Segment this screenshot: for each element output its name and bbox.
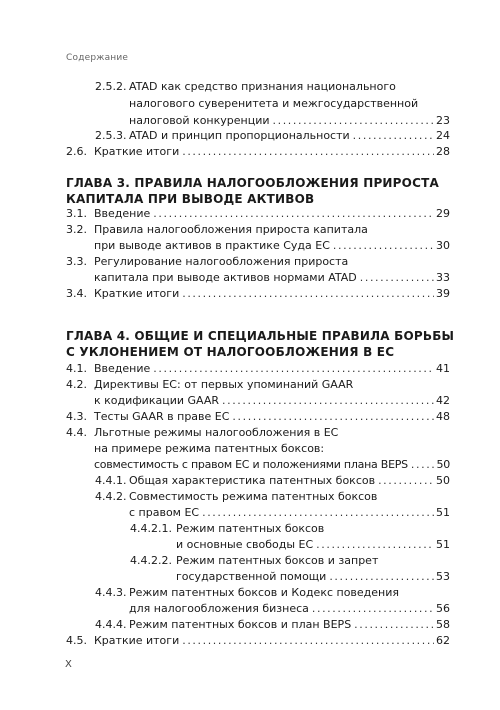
toc-page-number: 24 <box>436 129 450 142</box>
toc-page-number: 48 <box>436 410 450 423</box>
toc-number: 3.1. <box>66 207 87 220</box>
toc-text: Директивы ЕС: от первых упоминаний GAAR <box>94 378 354 391</box>
toc-number: 4.4.1. <box>95 474 127 487</box>
toc-entry-3-2[interactable] <box>66 222 450 238</box>
toc-text: с правом ЕС <box>129 506 200 519</box>
toc-number: 4.5. <box>66 634 87 647</box>
toc-text: Введение <box>94 362 151 375</box>
toc-number: 4.4. <box>66 426 87 439</box>
toc-number: 4.3. <box>66 410 87 423</box>
toc-entry-3-1[interactable] <box>66 206 450 222</box>
toc-text: ATAD как средство признания национального <box>129 80 396 93</box>
toc-entry-3-2-cont <box>94 238 450 254</box>
toc-entry-4-1[interactable] <box>66 361 450 377</box>
toc-number: 4.4.3. <box>95 586 127 599</box>
toc-page-number: 33 <box>436 271 450 284</box>
chapter-title-line: ГЛАВА 3. ПРАВИЛА НАЛОГООБЛОЖЕНИЯ ПРИРОСТА <box>66 176 439 190</box>
toc-text: Общая характеристика патентных боксов <box>129 474 376 487</box>
leader-dots <box>312 601 434 617</box>
toc-entry-3-3[interactable] <box>66 254 450 270</box>
leader-dots <box>353 128 434 144</box>
toc-text: Режим патентных боксов и план BEPS <box>129 618 352 631</box>
toc-page-number: 51 <box>436 506 450 519</box>
toc-entry-4-4-2-2-cont <box>176 569 450 585</box>
leader-dots <box>329 569 434 585</box>
toc-number: 3.4. <box>66 287 87 300</box>
leader-dots <box>153 206 434 222</box>
toc-text: Введение <box>94 207 151 220</box>
leader-dots <box>316 537 434 553</box>
chapter-title-line: ГЛАВА 4. ОБЩИЕ И СПЕЦИАЛЬНЫЕ ПРАВИЛА БОРЬБЫ <box>66 329 455 343</box>
toc-entry-2-6[interactable] <box>66 144 450 160</box>
toc-text: и основные свободы ЕС <box>176 538 314 551</box>
toc-entry-4-2-cont <box>94 393 450 409</box>
toc-text: при выводе активов в практике Суда ЕС <box>94 239 330 252</box>
toc-page-number: 23 <box>436 114 450 127</box>
toc-text: налоговой конкуренции <box>129 114 270 127</box>
leader-dots <box>378 473 434 489</box>
toc-entry-4-3[interactable] <box>66 409 450 425</box>
toc-number: 2.5.3. <box>95 129 127 142</box>
toc-entry-2-5-2-cont <box>129 113 450 129</box>
toc-entry-4-5[interactable] <box>66 633 450 649</box>
toc-entry-4-4-cont <box>94 441 450 457</box>
toc-text: Режим патентных боксов и Кодекс поведения <box>129 586 400 599</box>
toc-number: 2.6. <box>66 145 87 158</box>
toc-number: 4.4.4. <box>95 618 127 631</box>
toc-text: совместимость с правом ЕС и положениями плана BEPS <box>94 458 408 471</box>
toc-entry-4-4-2-cont <box>129 505 450 521</box>
chapter-title-line: С УКЛОНЕНИЕМ ОТ НАЛОГООБЛОЖЕНИЯ В ЕС <box>66 345 395 359</box>
toc-text: Тесты GAAR в праве ЕС <box>94 410 230 423</box>
toc-page-number: 62 <box>436 634 450 647</box>
leader-dots <box>360 270 434 286</box>
toc-entry-4-4-3-cont <box>129 601 450 617</box>
toc-page-number: 53 <box>436 570 450 583</box>
toc-number: 4.4.2. <box>95 490 127 503</box>
toc-entry-4-4-3[interactable] <box>95 585 450 601</box>
chapter-3-title[interactable] <box>66 175 446 207</box>
toc-entry-4-4[interactable] <box>66 425 450 441</box>
toc-text: для налогообложения бизнеса <box>129 602 309 615</box>
page-number: X <box>65 659 72 670</box>
toc-number: 4.1. <box>66 362 87 375</box>
toc-entry-4-4-2-1[interactable] <box>130 521 450 537</box>
toc-page-number: 28 <box>436 145 450 158</box>
toc-number: 2.5.2. <box>95 80 127 93</box>
toc-text: Краткие итоги <box>94 634 180 647</box>
toc-text: Режим патентных боксов <box>176 522 325 535</box>
leader-dots <box>232 409 434 425</box>
toc-entry-4-4-2-2[interactable] <box>130 553 450 569</box>
toc-page-number: 56 <box>436 602 450 615</box>
toc-page-number: 39 <box>436 287 450 300</box>
leader-dots <box>273 113 434 129</box>
toc-text: к кодификации GAAR <box>94 394 220 407</box>
toc-text: Краткие итоги <box>94 287 180 300</box>
toc-entry-4-4-1[interactable] <box>95 473 450 489</box>
leader-dots <box>182 144 434 160</box>
toc-text: Регулирование налогообложения прироста <box>94 255 349 268</box>
toc-entry-2-5-2[interactable] <box>95 79 450 95</box>
chapter-4-title[interactable] <box>66 328 455 360</box>
toc-text: Льготные режимы налогообложения в ЕС <box>94 426 339 439</box>
toc-page-number: 29 <box>436 207 450 220</box>
toc-text: налогового суверенитета и межгосударственной <box>129 97 419 110</box>
toc-text: ATAD и принцип пропорциональности <box>129 129 350 142</box>
toc-page-number: 41 <box>436 362 450 375</box>
toc-entry-4-2[interactable] <box>66 377 450 393</box>
toc-entry-4-4-2-1-cont <box>176 537 450 553</box>
toc-entry-4-4-cont <box>94 457 450 473</box>
toc-page-number: 58 <box>436 618 450 631</box>
toc-number: 4.4.2.2. <box>130 554 172 567</box>
toc-entry-3-4[interactable] <box>66 286 450 302</box>
toc-page-number: 50 <box>436 458 450 471</box>
leader-dots <box>411 457 435 473</box>
toc-text: на примере режима патентных боксов: <box>94 442 325 455</box>
chapter-title-line: КАПИТАЛА ПРИ ВЫВОДЕ АКТИВОВ <box>66 192 315 206</box>
leader-dots <box>153 361 434 377</box>
toc-entry-3-3-cont <box>94 270 450 286</box>
leader-dots <box>182 633 434 649</box>
toc-page-number: 42 <box>436 394 450 407</box>
toc-entry-2-5-3[interactable] <box>95 128 450 144</box>
leader-dots <box>182 286 434 302</box>
toc-text: Совместимость режима патентных боксов <box>129 490 378 503</box>
toc-text: Режим патентных боксов и запрет <box>176 554 379 567</box>
toc-entry-2-5-2-cont <box>129 96 450 112</box>
running-head: Содержание <box>66 53 129 63</box>
toc-text: Правила налогообложения прироста капитала <box>94 223 368 236</box>
toc-text: Краткие итоги <box>94 145 180 158</box>
toc-text: государственной помощи <box>176 570 327 583</box>
leader-dots <box>202 505 434 521</box>
leader-dots <box>333 238 434 254</box>
toc-number: 4.4.2.1. <box>130 522 172 535</box>
toc-entry-4-4-4[interactable] <box>95 617 450 633</box>
toc-number: 3.2. <box>66 223 87 236</box>
leader-dots <box>222 393 434 409</box>
toc-number: 4.2. <box>66 378 87 391</box>
toc-page-number: 50 <box>436 474 450 487</box>
toc-page-number: 51 <box>436 538 450 551</box>
toc-page-number: 30 <box>436 239 450 252</box>
leader-dots <box>354 617 434 633</box>
toc-text: капитала при выводе активов нормами ATAD <box>94 271 357 284</box>
toc-number: 3.3. <box>66 255 87 268</box>
toc-entry-4-4-2[interactable] <box>95 489 450 505</box>
